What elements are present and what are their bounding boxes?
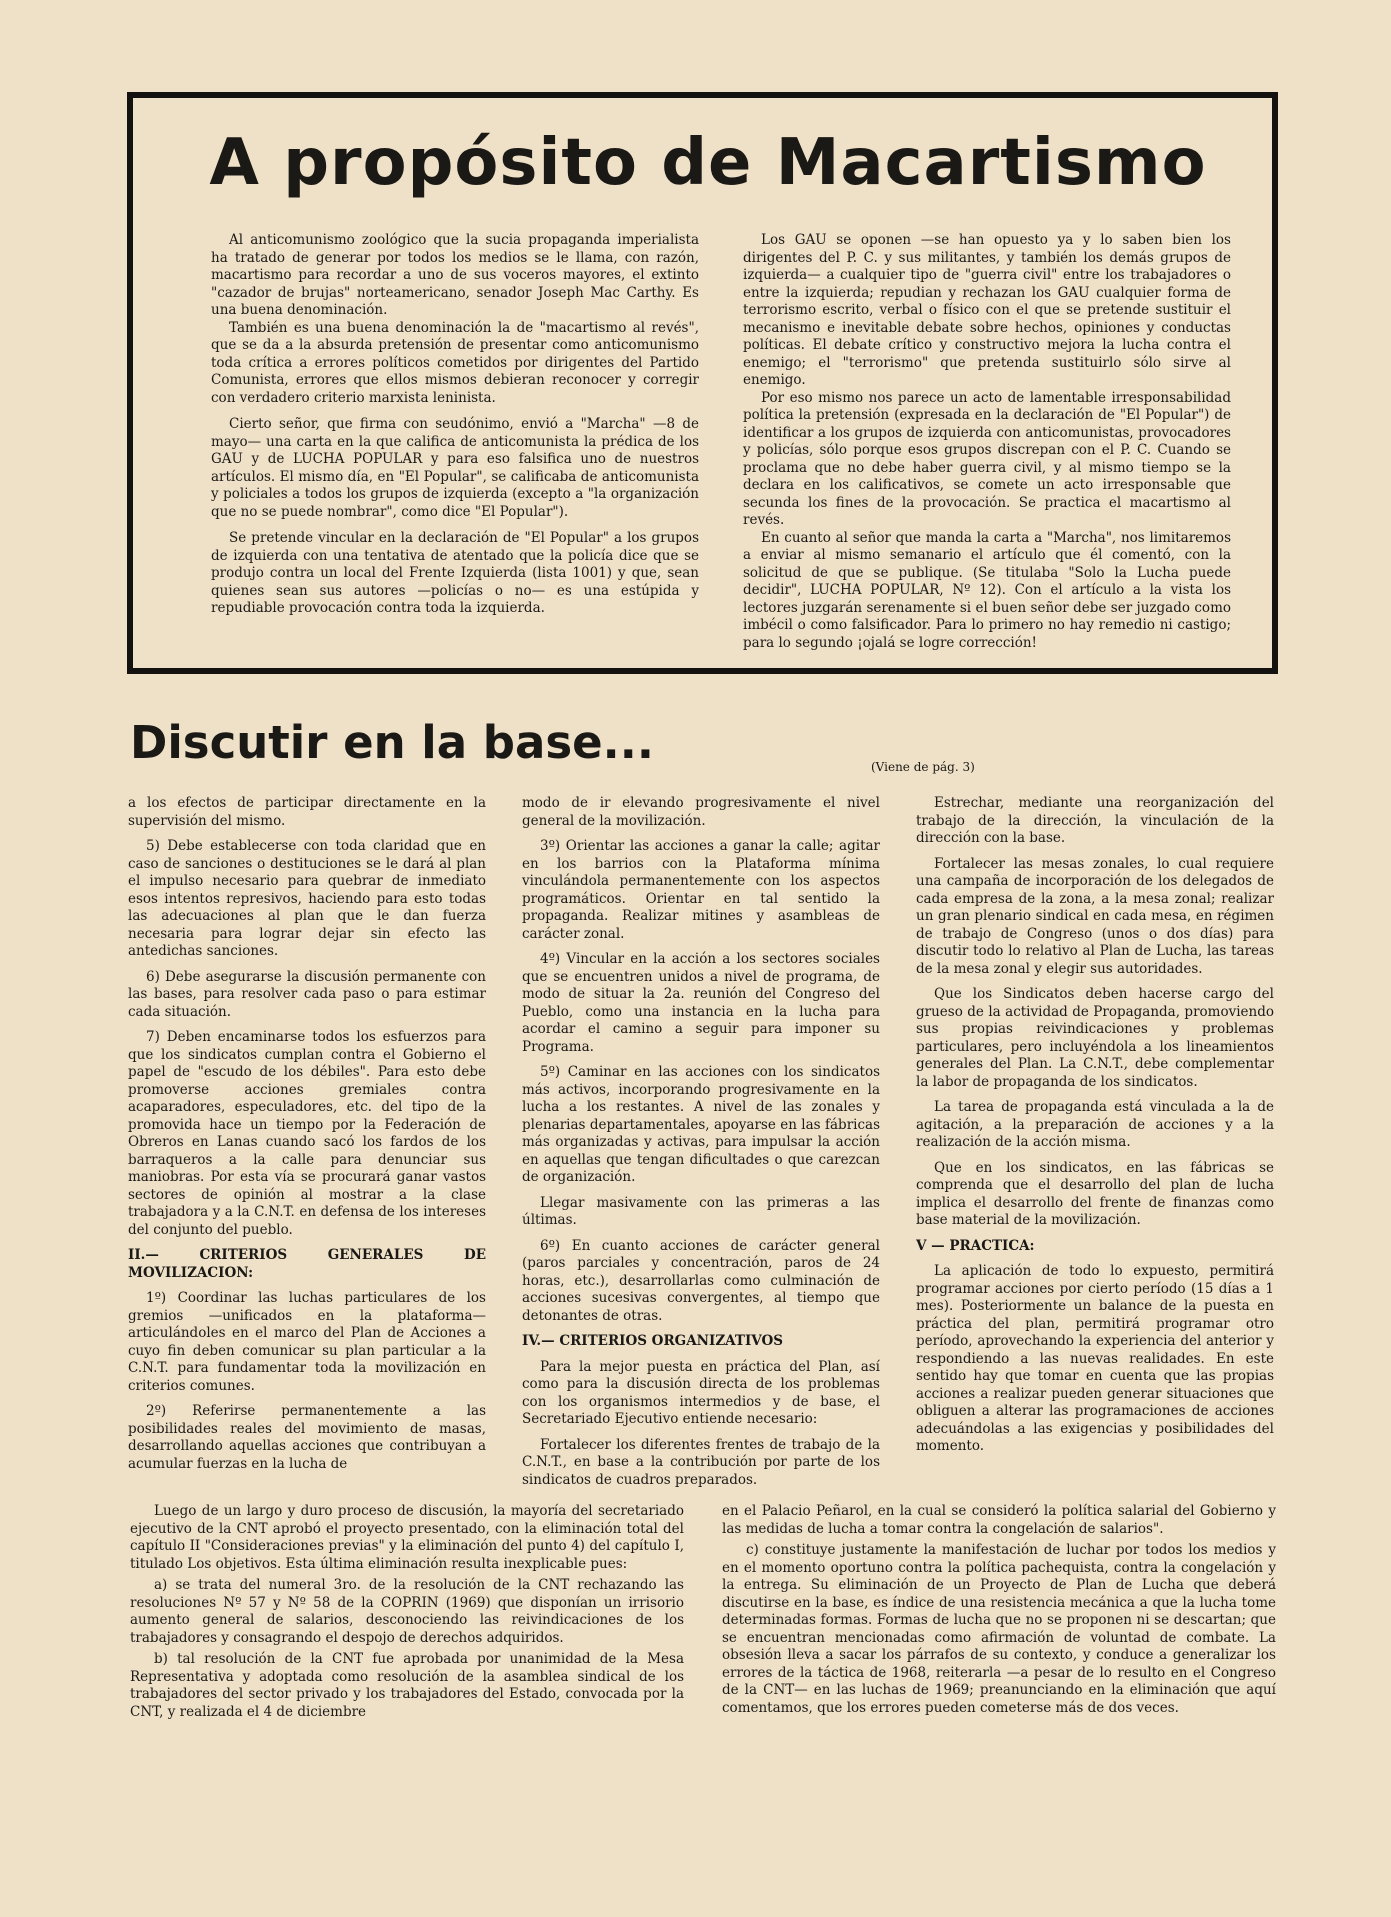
- paragraph: Llegar masivamente con las primeras a las últimas.: [522, 1194, 880, 1228]
- bottom-commentary: [130, 1503, 1276, 1725]
- paragraph: Luego de un largo y duro proceso de discusión, la mayoría del secretariado ejecutivo de la CNT aprobó el proyecto presentado, con la eliminación total del capítulo II "Consideraciones previas" y la eliminación del punto 4) del capítulo I, titulado Los objetivos. Esta última eliminación resulta inexplicable pues:: [130, 1503, 684, 1572]
- paragraph: 2º) Referirse permanentemente a las posibilidades reales del movimiento de masas, desarrollando aquellas acciones que contribuyan a acumular fuerzas en la lucha de: [128, 1403, 486, 1472]
- article-macartismo-title: A propósito de Macartismo: [209, 126, 1207, 200]
- paragraph: c) constituye justamente la manifestación de luchar por todos los medios y en el momento oportuno contra la política pachequista, contra la congelación y la entrega. Su eliminación de un Proyecto de Plan de Lucha que deberá discutirse en la base, es índice de una resistencia mecánica a que la lucha tome determinadas formas. Formas de lucha que no se proponen ni se descartan; que se encuentran mencionadas como afirmación de voluntad de combate. La obsesión lleva a sacar los párrafos de su contexto, y conduce a generalizar los errores de la táctica de 1968, reiterarla —a pesar de lo resulto en el Congreso de la CNT— en las luchas de 1969; preanunciando en la eliminación que aquí comentamos, que los errores pueden cometerse más de dos veces.: [722, 1542, 1276, 1716]
- paragraph: 3º) Orientar las acciones a ganar la calle; agitar en los barrios con la Plataforma mínima vinculándola permanentemente con los aspectos programáticos. Orientar en tal sentido la propaganda. Realizar mitines y asambleas de carácter zonal.: [522, 838, 880, 942]
- paragraph: Que en los sindicatos, en las fábricas se comprenda que el desarrollo del plan de lucha implica el desarrollo del frente de finanzas como base material de la movilización.: [916, 1159, 1274, 1228]
- paragraph: 6) Debe asegurarse la discusión permanente con las bases, para resolver cada paso o para estimar cada situación.: [128, 968, 486, 1020]
- bottom-left-column: [130, 1503, 684, 1725]
- article-macartismo-right-column: [743, 232, 1231, 652]
- paragraph: En cuanto al señor que manda la carta a "Marcha", nos limitaremos a enviar al mismo semanario el artículo que él comentó, con la solicitud de que se publique. (Se titulaba "Solo la Lucha puede decidir", LUCHA POPULAR, Nº 12). Con el artículo a la vista los lectores juzgarán serenamente si el buen señor debe ser juzgado como imbécil o como falsificador. Para lo primero no hay remedio ni castigo; para lo segundo ¡ojalá se logre corrección!: [743, 529, 1231, 651]
- article-discutir-column-1: [128, 795, 486, 1497]
- paragraph: 6º) En cuanto acciones de carácter general (paros parciales y concentración, paros de 24 horas, etc.), desarrollarlas como culminación de acciones sucesivas convergentes, al tiempo que detonantes de otras.: [522, 1237, 880, 1324]
- paragraph: modo de ir elevando progresivamente el nivel general de la movilización.: [522, 795, 880, 829]
- section-heading: V — PRACTICA:: [916, 1237, 1035, 1254]
- paragraph: Para la mejor puesta en práctica del Plan, así como para la discusión directa de los problemas con los organismos intermedios y de base, el Secretariado Ejecutivo entiende necesario:: [522, 1358, 880, 1427]
- paragraph: La tarea de propaganda está vinculada a la de agitación, a la preparación de acciones y a la realización de la acción misma.: [916, 1099, 1274, 1150]
- paragraph: Al anticomunismo zoológico que la sucia propaganda imperialista ha tratado de generar por todos los medios se le llama, con razón, macartismo para recordar a uno de sus voceros mayores, el extinto "cazador de brujas" norteamericano, senador Joseph Mac Carthy. Es una buena denominación.: [211, 232, 699, 318]
- paragraph: Por eso mismo nos parece un acto de lamentable irresponsabilidad política la pretensión (expresada en la declaración de "El Popular") de identificar a los grupos de izquierda con anticomunistas, provocadores y policías, sólo porque esos grupos discrepan con el P. C. Cuando se proclama que no debe haber guerra civil, y al mismo tiempo se la declara en los calificativos, se comete un acto irresponsable que secunda los fines de la provocación. Se practica el macartismo al revés.: [743, 389, 1231, 528]
- paragraph: Cierto señor, que firma con seudónimo, envió a "Marcha" —8 de mayo— una carta en la que califica de anticomunista la prédica de los GAU y de LUCHA POPULAR y para eso falsifica uno de nuestros artículos. El mismo día, en "El Popular", se calificaba de anticomunista y policiales a todos los grupos de izquierda (excepto a "la organización que no se puede nombrar", como dice "El Popular").: [211, 416, 699, 520]
- paragraph: 5º) Caminar en las acciones con los sindicatos más activos, incorporando progresivamente en la lucha a los restantes. A nivel de las zonales y plenarias departamentales, apoyarse en las fábricas más organizadas y activas, para impulsar la acción en aquellas que tengan dificultades o que carezcan de organización.: [522, 1064, 880, 1185]
- paragraph: a los efectos de participar directamente en la supervisión del mismo.: [128, 795, 486, 829]
- article-discutir-column-3: [916, 795, 1274, 1497]
- paragraph: Fortalecer las mesas zonales, lo cual requiere una campaña de incorporación de los delegados de cada empresa de la zona, a la mesa zonal; realizar un gran plenario sindical en cada mesa, en régimen de trabajo de Congreso (unos o dos días) para discutir todo lo relativo al Plan de Lucha, las tareas de la mesa zonal y elegir sus autoridades.: [916, 855, 1274, 977]
- section-heading: IV.— CRITERIOS ORGANIZATIVOS: [522, 1333, 784, 1349]
- paragraph: Estrechar, mediante una reorganización del trabajo de la dirección, la vinculación de la dirección con la base.: [916, 795, 1274, 846]
- paragraph: La aplicación de todo lo expuesto, permitirá programar acciones por cierto período (15 días a 1 mes). Posteriormente un balance de la puesta en práctica del plan, permitirá programar otro período, aprovechando la experiencia del anterior y respondiendo a las nuevas realidades. En este sentido hay que tomar en cuenta que las propias acciones a realizar pueden generar situaciones que obliguen a alterar las programaciones de acciones adecuándolas a las exigencias y posibilidades del momento.: [916, 1263, 1274, 1454]
- article-macartismo-body: [211, 232, 1231, 652]
- paragraph: 1º) Coordinar las luchas particulares de los gremios —unificados en la plataforma— articulándoles en el marco del Plan de Acciones a cuyo fin deben comunicar su plan particular a la C.N.T. para fundamentar toda la movilización en criterios comunes.: [128, 1290, 486, 1394]
- bottom-right-column: [722, 1503, 1276, 1725]
- paragraph: en el Palacio Peñarol, en la cual se consideró la política salarial del Gobierno y las medidas de lucha a tomar contra la congelación de salarios".: [722, 1503, 1276, 1537]
- article-macartismo-left-column: [211, 232, 699, 652]
- article-discutir-column-2: [522, 795, 880, 1497]
- article-discutir-body: [128, 795, 1274, 1497]
- paragraph: a) se trata del numeral 3ro. de la resolución de la CNT rechazando las resoluciones Nº 57 y Nº 58 de la COPRIN (1969) que disponían un irrisorio aumento general de salarios, desconociendo las reivindicaciones de los trabajadores y consagrando el despojo de derechos adquiridos.: [130, 1577, 684, 1646]
- paragraph: También es una buena denominación la de "macartismo al revés", que se da a la absurda pretensión de presentar como anticomunismo toda crítica a errores políticos cometidos por dirigentes del Partido Comunista, errores que ellos mismos debieran reconocer y corregir con verdadero criterio marxista leninista.: [211, 319, 699, 406]
- paragraph: 5) Debe establecerse con toda claridad que en caso de sanciones o destituciones se le dará al plan el impulso necesario para quebrar de inmediato esos intentos represivos, haciendo para esto todas las adecuaciones al plan que le dan fuerza necesaria para lograr dejar sin efecto las antedichas sanciones.: [128, 838, 486, 959]
- continued-from-note: (Viene de pág. 3): [871, 760, 975, 774]
- paragraph: Los GAU se oponen —se han opuesto ya y lo saben bien los dirigentes del P. C. y sus militantes, y también los demás grupos de izquierda— a cualquier tipo de "guerra civil" entre los trabajadores o entre la izquierda; repudian y rechazan los GAU cualquier forma de terrorismo escrito, verbal o físico con el que se pretende sustituir el mecanismo e inevitable debate sobre hechos, opiniones y conductas políticas. El debate crítico y constructivo mejora la lucha contra el enemigo; el "terrorismo" que pretenda sustituirlo sólo sirve al enemigo.: [743, 232, 1231, 388]
- article-macartismo-box: [127, 92, 1278, 674]
- section-heading: II.— CRITERIOS GENERALES DE MOVILIZACION:: [128, 1247, 486, 1281]
- paragraph: Se pretende vincular en la declaración de "El Popular" a los grupos de izquierda con una tentativa de atentado que la policía dice que se produjo contra un local del Frente Izquierda (lista 1001) y que, sean quienes sean sus autores —policías o no— es una estúpida y repudiable provocación contra toda la izquierda.: [211, 530, 699, 616]
- paragraph: 7) Deben encaminarse todos los esfuerzos para que los sindicatos cumplan contra el Gobierno el papel de "escudo de los débiles". Para esto debe promoverse acciones gremiales contra acaparadores, especuladores, etc. del tipo de la promovida hace un tiempo por la Federación de Obreros en Lanas cuando sacó los fardos de los barraqueros a la calle para denunciar sus maniobras. Por esta vía se procurará ganar vastos sectores de opinión al mostrar a la clase trabajadora y a la C.N.T. en defensa de los intereses del conjunto del pueblo.: [128, 1029, 486, 1238]
- paragraph: b) tal resolución de la CNT fue aprobada por unanimidad de la Mesa Representativa y adoptada como resolución de la asamblea sindical de los trabajadores del sector privado y los trabajadores del Estado, convocada por la CNT, y realizada el 4 de diciembre: [130, 1651, 684, 1720]
- paragraph: Que los Sindicatos deben hacerse cargo del grueso de la actividad de Propaganda, promoviendo sus propias reivindicaciones y problemas particulares, pero incluyéndola a los lineamientos generales del Plan. La C.N.T., debe complementar la labor de propaganda de los sindicatos.: [916, 986, 1274, 1090]
- paragraph: 4º) Vincular en la acción a los sectores sociales que se encuentren unidos a nivel de programa, de modo de situar la 2a. reunión del Congreso del Pueblo, como una instancia en la lucha para acordar el camino a seguir para imponer su Programa.: [522, 951, 880, 1055]
- paragraph: Fortalecer los diferentes frentes de trabajo de la C.N.T., en base a la contribución por parte de los sindicatos de cuadros preparados.: [522, 1436, 880, 1488]
- article-discutir-title: Discutir en la base...: [130, 716, 654, 769]
